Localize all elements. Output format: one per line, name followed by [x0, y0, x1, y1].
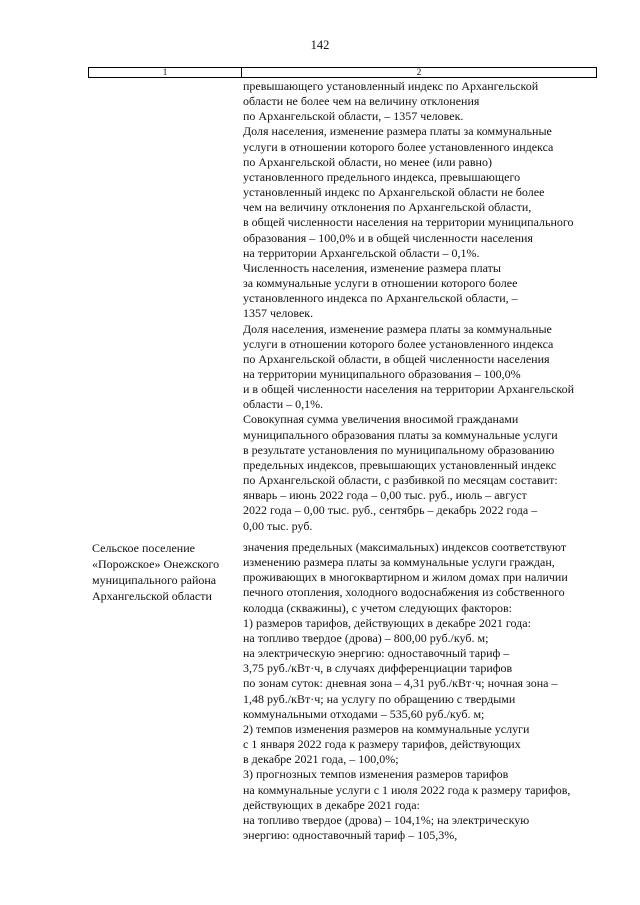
text-line: печного отопления, холодного водоснабжения из собственного — [243, 585, 565, 600]
text-line: области – 0,1%. — [243, 397, 324, 412]
text-line: на электрическую энергию: одноставочный тариф – — [243, 646, 510, 661]
text-line: муниципального образования платы за коммунальные услуги — [243, 427, 558, 442]
text-line: колодца (скважины), с учетом следующих факторов: — [243, 600, 512, 615]
table-header-col-2: 2 — [416, 67, 422, 77]
text-line: в результате установления по муниципальному образованию — [243, 442, 555, 457]
text-line: превышающего установленный индекс по Архангельской — [243, 79, 539, 93]
text-line: проживающих в многоквартирном и жилом домах при наличии — [243, 570, 568, 585]
text-line: по зонам суток: дневная зона – 4,31 руб./кВт·ч; ночная зона – — [243, 676, 558, 691]
text-line: на топливо твердое (дрова) – 800,00 руб./куб. м; — [243, 630, 489, 645]
text-line: области не более чем на величину отклонения — [243, 94, 480, 109]
text-line: энергию: одноставочный тариф – 105,3%, — [243, 827, 458, 842]
text-line: 0,00 тыс. руб. — [243, 518, 313, 533]
municipality-line: Архангельской области — [92, 589, 212, 603]
municipality-line: муниципального района — [92, 573, 217, 587]
text-line: изменению размера платы за коммунальные услуги граждан, — [243, 555, 555, 570]
text-line: Численность населения, изменение размера платы — [243, 260, 501, 275]
table-header-row — [88, 67, 597, 78]
text-line: действующих в декабре 2021 года: — [243, 797, 420, 812]
text-line: с 1 января 2022 года к размеру тарифов, действующих — [243, 737, 521, 752]
municipality-line: Сельское поселение — [92, 541, 195, 555]
text-line: на коммунальные услуги с 1 июля 2022 года к размеру тарифов, — [243, 782, 571, 797]
row2-municipality-name — [92, 540, 232, 604]
text-line: установленного предельного индекса, превышающего — [243, 169, 521, 184]
text-line: чем на величину отклонения по Архангельской области, — [243, 200, 532, 215]
text-line: 1,48 руб./кВт·ч; на услугу по обращению с твердыми — [243, 691, 516, 706]
text-line: Совокупная сумма увеличения вносимой гражданами — [243, 412, 519, 427]
text-line: за коммунальные услуги в отношении которого более — [243, 276, 518, 291]
page-number: 142 — [310, 38, 330, 52]
text-line: 1) размеров тарифов, действующих в декабре 2021 года: — [243, 615, 531, 630]
text-line: образования – 100,0% и в общей численности населения — [243, 230, 533, 245]
text-line: 3,75 руб./кВт·ч, в случаях дифференциации тарифов — [243, 661, 513, 676]
text-line: предельных индексов, превышающих установленный индекс — [243, 457, 557, 472]
text-line: услуги в отношении которого более установленного индекса — [243, 139, 554, 154]
text-line: и в общей численности населения на территории Архангельской — [243, 382, 575, 397]
text-line: в декабре 2021 года, – 100,0%; — [243, 752, 399, 767]
text-line: 3) прогнозных темпов изменения размеров тарифов — [243, 767, 509, 782]
text-line: 2022 года – 0,00 тыс. руб., сентябрь – декабрь 2022 года – — [243, 503, 538, 518]
text-line: в общей численности населения на территории муниципального — [243, 215, 574, 230]
text-line: Доля населения, изменение размера платы за коммунальные — [243, 321, 552, 336]
text-line: январь – июнь 2022 года – 0,00 тыс. руб., июль – август — [243, 488, 527, 503]
text-line: установленный индекс по Архангельской области не более — [243, 185, 545, 200]
text-line: по Архангельской области, но менее (или равно) — [243, 154, 492, 169]
text-line: на территории муниципального образования – 100,0% — [243, 366, 521, 381]
text-line: на территории Архангельской области – 0,1%. — [243, 245, 480, 260]
text-line: Доля населения, изменение размера платы за коммунальные — [243, 124, 552, 139]
table-header-col-1: 1 — [89, 68, 242, 77]
text-line: значения предельных (максимальных) индексов соответствуют — [243, 540, 567, 554]
text-line: коммунальными отходами – 535,60 руб./куб. м; — [243, 706, 485, 721]
municipality-line: «Порожское» Онежского — [92, 557, 220, 571]
text-line: 2) темпов изменения размеров на коммунальные услуги — [243, 721, 530, 736]
row2-description — [243, 540, 603, 843]
text-line: по Архангельской области, с разбивкой по месяцам составит: — [243, 473, 558, 488]
text-line: установленного индекса по Архангельской области, – — [243, 291, 518, 306]
text-line: 1357 человек. — [243, 306, 314, 321]
text-line: по Архангельской области, в общей численности населения — [243, 351, 550, 366]
row1-description — [243, 79, 603, 534]
text-line: на топливо твердое (дрова) – 104,1%; на электрическую — [243, 812, 530, 827]
text-line: услуги в отношении которого более установленного индекса — [243, 336, 554, 351]
text-line: по Архангельской области, – 1357 человек. — [243, 109, 464, 124]
